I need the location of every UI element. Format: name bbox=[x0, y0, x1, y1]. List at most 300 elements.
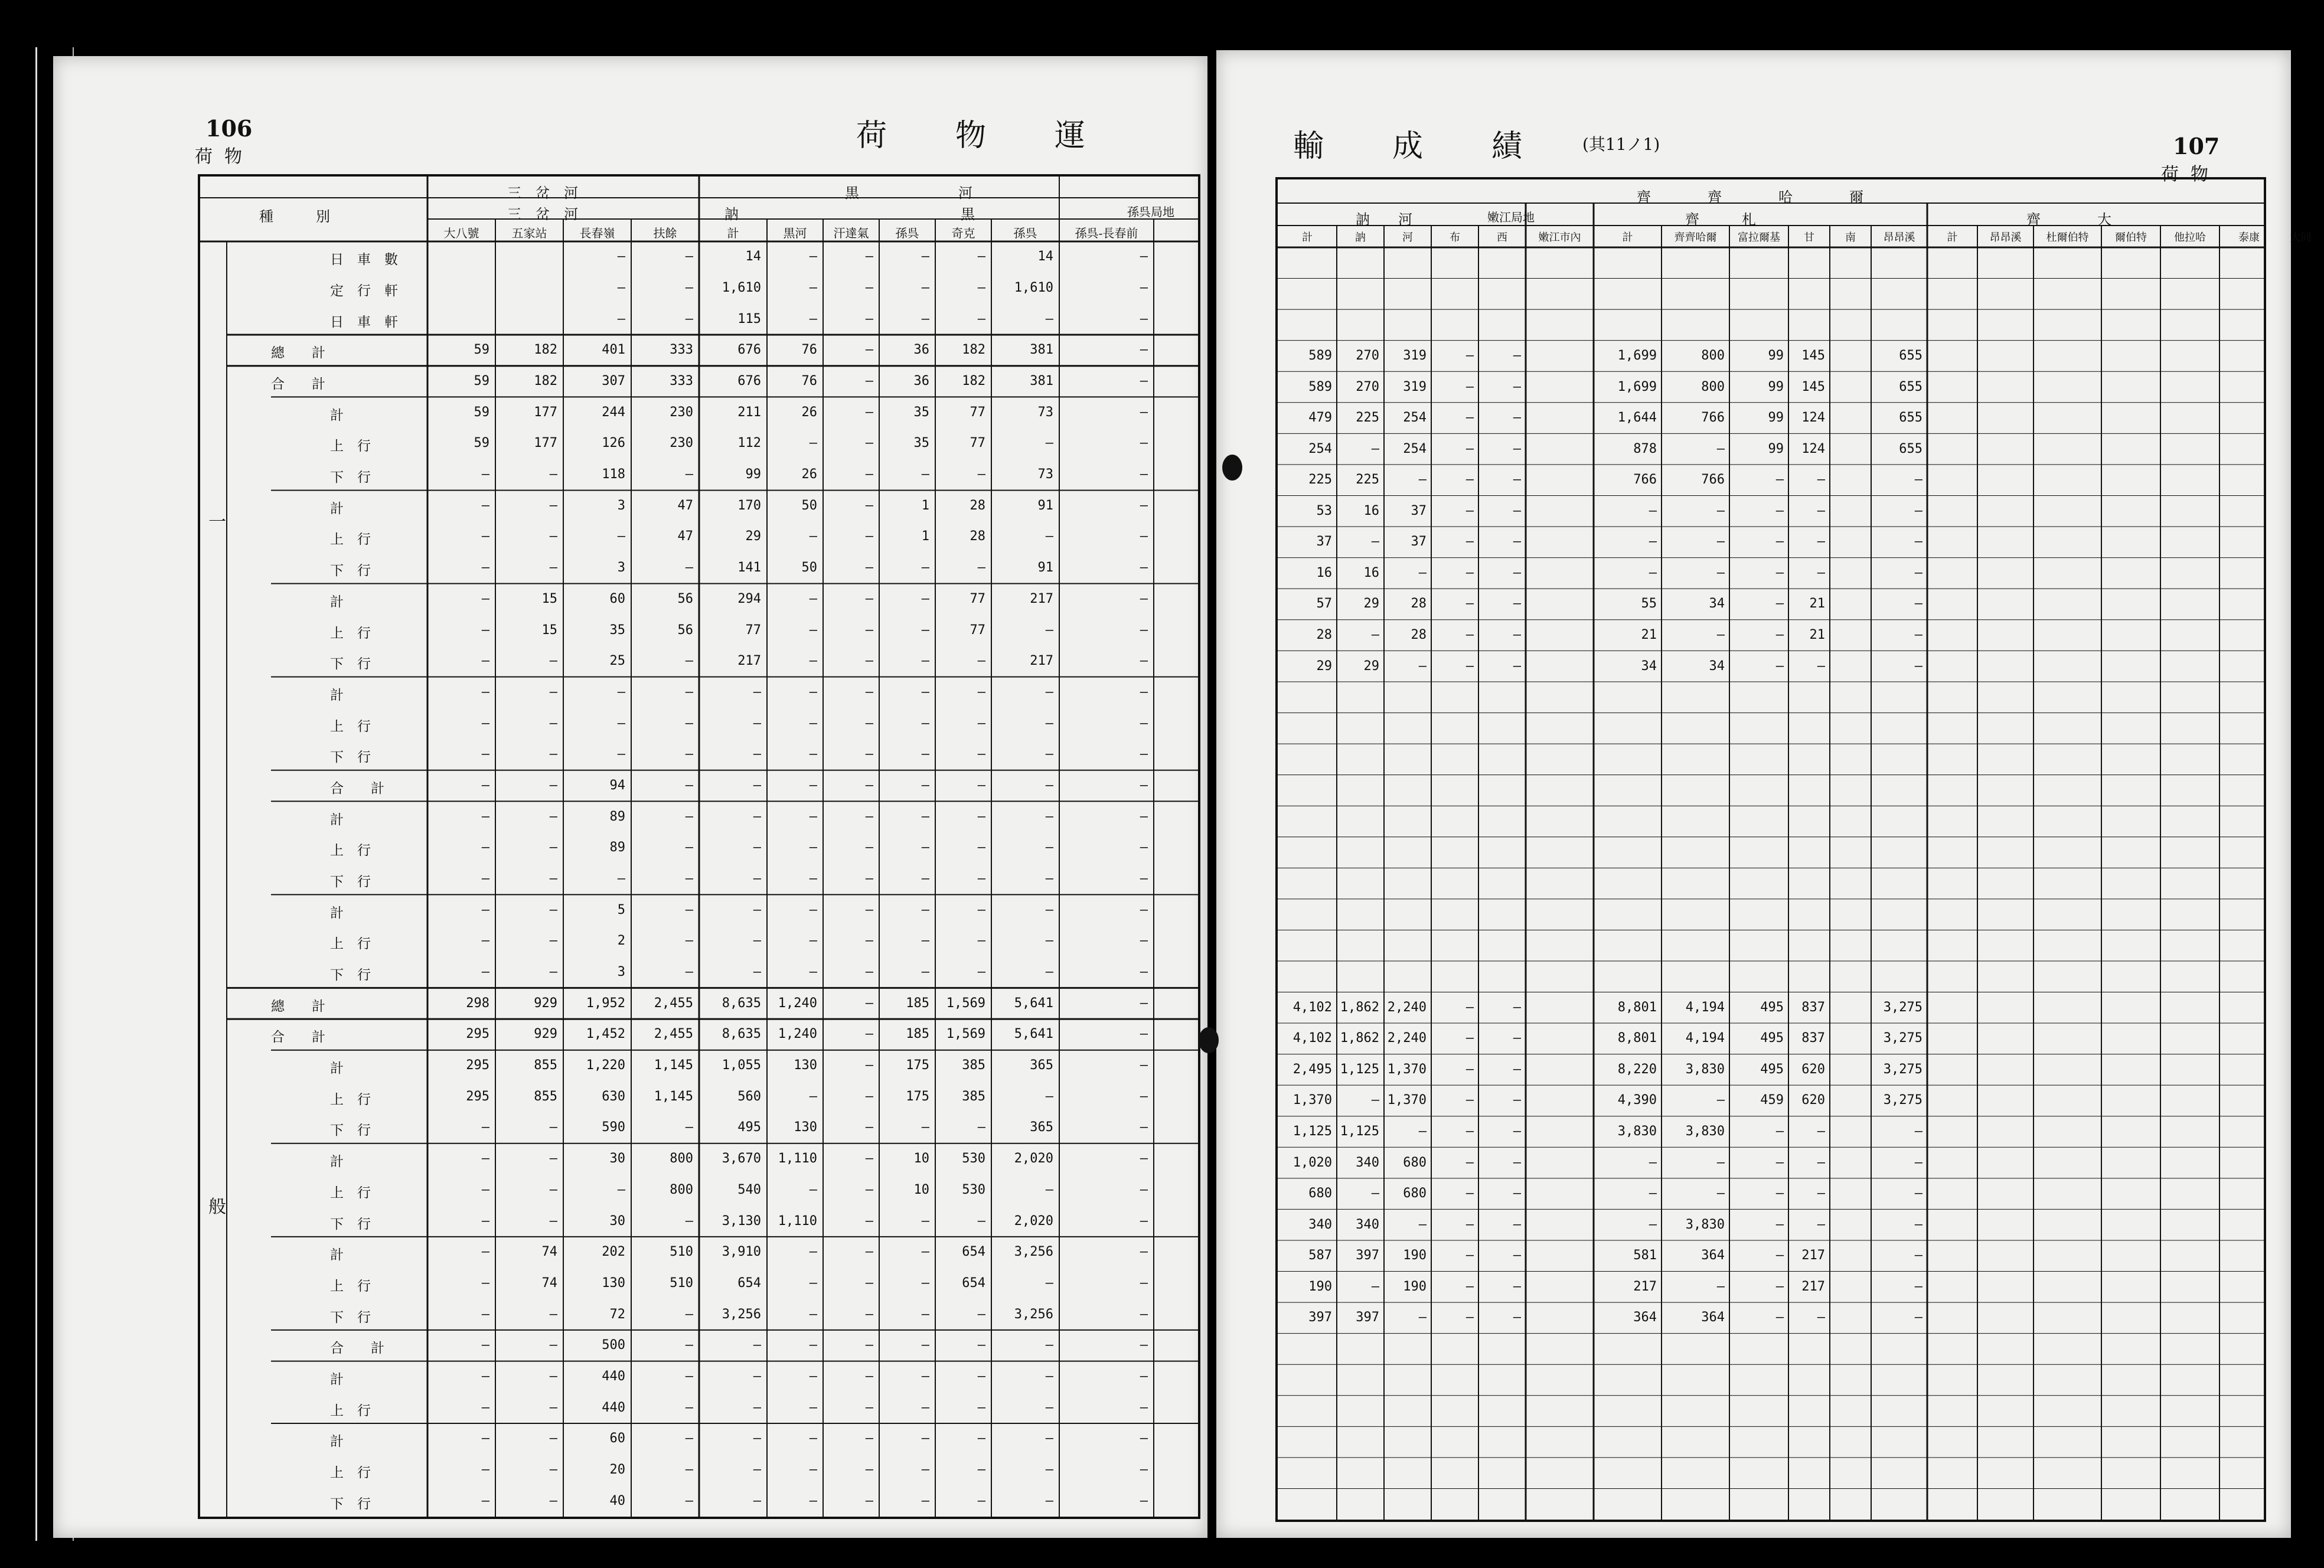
table-cell: 340 bbox=[1356, 1155, 1379, 1170]
table-cell: — bbox=[1775, 1217, 1784, 1232]
table-cell: — bbox=[865, 1400, 873, 1415]
table-cell: — bbox=[1513, 1279, 1521, 1294]
row-label: 下 行 bbox=[330, 750, 371, 766]
table-cell: — bbox=[1140, 902, 1148, 917]
table-cell: — bbox=[481, 809, 489, 824]
table-cell: — bbox=[1513, 596, 1521, 612]
table-cell: 837 bbox=[1801, 1031, 1825, 1046]
table-cell: 73 bbox=[1037, 467, 1053, 482]
table-cell: — bbox=[809, 1462, 817, 1477]
table-cell: — bbox=[685, 871, 693, 886]
table-cell: 929 bbox=[534, 995, 557, 1011]
table-cell: — bbox=[549, 747, 557, 762]
table-cell: 479 bbox=[1308, 410, 1332, 426]
column-header: 昂昂溪 bbox=[1989, 231, 2022, 244]
table-cell: 30 bbox=[609, 1213, 625, 1229]
table-cell: 655 bbox=[1899, 410, 1922, 426]
table-cell: 60 bbox=[609, 591, 625, 606]
table-cell: — bbox=[1914, 534, 1922, 550]
table-cell: 254 bbox=[1403, 410, 1427, 426]
table-cell: — bbox=[1140, 1493, 1148, 1508]
table-cell: 2,240 bbox=[1387, 999, 1427, 1015]
table-cell: 182 bbox=[962, 342, 985, 358]
table-cell: 510 bbox=[670, 1275, 693, 1291]
table-cell: — bbox=[481, 529, 489, 544]
table-cell: — bbox=[1045, 840, 1053, 855]
table-cell: — bbox=[1716, 534, 1725, 550]
table-cell: 185 bbox=[906, 995, 929, 1011]
table-cell: 1,644 bbox=[1617, 410, 1657, 426]
table-cell: — bbox=[865, 342, 873, 358]
table-cell: 177 bbox=[534, 404, 557, 420]
table-cell: 1,020 bbox=[1292, 1155, 1332, 1170]
table-cell: 112 bbox=[737, 436, 761, 451]
table-cell: — bbox=[1045, 529, 1053, 544]
table-cell: — bbox=[1513, 348, 1521, 363]
table-cell: — bbox=[1513, 441, 1521, 456]
table-cell: — bbox=[865, 622, 873, 638]
column-header: 泰康 bbox=[2238, 231, 2260, 244]
table-cell: — bbox=[921, 809, 929, 824]
table-cell: — bbox=[1465, 1031, 1474, 1046]
row-label: 計 bbox=[330, 812, 344, 828]
table-cell: 202 bbox=[602, 1244, 625, 1260]
table-cell: 800 bbox=[1701, 348, 1725, 363]
table-cell: — bbox=[1716, 628, 1725, 642]
page-title-right: 輸 成 績 bbox=[1293, 129, 1525, 164]
table-cell: 4,390 bbox=[1617, 1093, 1657, 1108]
table-cell: 8,801 bbox=[1617, 999, 1657, 1015]
table-cell: — bbox=[1418, 565, 1427, 580]
table-cell: — bbox=[1045, 1431, 1053, 1446]
table-cell: — bbox=[753, 871, 761, 886]
table-cell: — bbox=[1513, 628, 1521, 642]
table-cell: 1,110 bbox=[778, 1151, 817, 1167]
table-cell: — bbox=[753, 902, 761, 917]
table-cell: 1,240 bbox=[778, 995, 817, 1011]
table-cell: — bbox=[921, 622, 929, 638]
table-cell: 94 bbox=[609, 778, 625, 793]
table-cell: — bbox=[1045, 778, 1053, 793]
table-cell: — bbox=[1513, 1061, 1521, 1077]
table-cell: 3,670 bbox=[722, 1151, 761, 1167]
table-cell: 655 bbox=[1899, 379, 1922, 394]
table-cell: 99 bbox=[1768, 379, 1784, 394]
table-cell: 459 bbox=[1760, 1093, 1784, 1108]
table-cell: 766 bbox=[1701, 472, 1725, 488]
table-cell: — bbox=[1140, 1462, 1148, 1477]
table-cell: 16 bbox=[1316, 565, 1332, 580]
table-cell: 1,862 bbox=[1340, 999, 1379, 1015]
table-cell: — bbox=[921, 1462, 929, 1477]
row-label: 上 行 bbox=[330, 843, 371, 859]
table-cell: — bbox=[921, 871, 929, 886]
table-cell: — bbox=[809, 591, 817, 606]
table-cell: 294 bbox=[737, 591, 761, 606]
table-cell: 878 bbox=[1633, 441, 1657, 456]
table-cell: 230 bbox=[670, 404, 693, 420]
table-cell: — bbox=[865, 591, 873, 606]
table-cell: 72 bbox=[609, 1306, 625, 1322]
table-cell: — bbox=[921, 1431, 929, 1446]
table-cell: — bbox=[977, 933, 985, 949]
table-cell: 5 bbox=[617, 902, 625, 917]
table-cell: — bbox=[977, 1120, 985, 1135]
table-cell: — bbox=[1140, 1275, 1148, 1291]
table-cell: — bbox=[685, 1400, 693, 1415]
table-cell: 495 bbox=[1760, 1031, 1784, 1046]
table-cell: — bbox=[549, 1182, 557, 1197]
table-cell: 14 bbox=[1037, 249, 1053, 264]
table-cell: 581 bbox=[1633, 1248, 1657, 1263]
table-cell: — bbox=[1716, 565, 1725, 580]
table-cell: — bbox=[753, 778, 761, 793]
table-cell: — bbox=[1465, 379, 1474, 394]
table-cell: — bbox=[1465, 1248, 1474, 1263]
table-cell: 655 bbox=[1899, 348, 1922, 363]
table-cell: 680 bbox=[1403, 1186, 1427, 1201]
table-cell: — bbox=[481, 747, 489, 762]
table-cell: 91 bbox=[1037, 560, 1053, 576]
table-cell: — bbox=[685, 1368, 693, 1384]
table-cell: — bbox=[1045, 965, 1053, 980]
table-cell: — bbox=[1914, 1248, 1922, 1263]
table-cell: 766 bbox=[1633, 472, 1657, 488]
table-cell: — bbox=[1716, 1186, 1725, 1201]
row-label: 上 行 bbox=[330, 1278, 371, 1294]
table-cell: — bbox=[865, 871, 873, 886]
row-label: 日 車 數 bbox=[330, 252, 398, 268]
table-cell: — bbox=[977, 1338, 985, 1353]
row-label: 上 行 bbox=[330, 1403, 371, 1419]
table-cell: 8,220 bbox=[1617, 1061, 1657, 1077]
table-cell: 589 bbox=[1308, 379, 1332, 394]
table-cell: — bbox=[753, 1368, 761, 1384]
table-cell: 225 bbox=[1308, 472, 1332, 488]
page-category: 荷物 bbox=[195, 146, 254, 167]
table-cell: 766 bbox=[1701, 410, 1725, 426]
table-cell: — bbox=[617, 280, 625, 296]
table-cell: — bbox=[1513, 565, 1521, 580]
column-header: 富拉爾基 bbox=[1738, 231, 1780, 244]
table-cell: 141 bbox=[737, 560, 761, 576]
table-cell: — bbox=[1140, 311, 1148, 326]
table-cell: — bbox=[1418, 1123, 1427, 1139]
table-cell: — bbox=[809, 965, 817, 980]
table-cell: — bbox=[1513, 1031, 1521, 1046]
table-cell: — bbox=[685, 1213, 693, 1229]
table-cell: — bbox=[685, 1338, 693, 1353]
table-cell: — bbox=[1140, 1431, 1148, 1446]
binding-hole-upper bbox=[1222, 455, 1242, 481]
table-cell: — bbox=[865, 1244, 873, 1260]
table-cell: — bbox=[1140, 404, 1148, 420]
row-label: 日 車 軒 bbox=[330, 314, 398, 330]
table-cell: — bbox=[865, 249, 873, 264]
table-cell: 76 bbox=[801, 374, 817, 389]
column-header: 大同 bbox=[2290, 231, 2312, 244]
table-cell: — bbox=[977, 467, 985, 482]
table-cell: — bbox=[1465, 1217, 1474, 1232]
table-cell: 654 bbox=[962, 1275, 985, 1291]
table-cell: — bbox=[977, 1462, 985, 1477]
table-cell: 2 bbox=[617, 933, 625, 949]
table-cell: — bbox=[865, 1027, 873, 1042]
table-cell: — bbox=[481, 1275, 489, 1291]
table-cell: 217 bbox=[1633, 1279, 1657, 1294]
table-cell: — bbox=[1140, 1089, 1148, 1104]
table-cell: — bbox=[1465, 658, 1474, 674]
table-cell: 145 bbox=[1801, 348, 1825, 363]
table-cell: — bbox=[1045, 747, 1053, 762]
column-header: 他拉哈 bbox=[2174, 231, 2206, 244]
table-cell: — bbox=[1465, 1310, 1474, 1325]
table-cell: — bbox=[1140, 1120, 1148, 1135]
table-cell: — bbox=[685, 902, 693, 917]
table-cell: — bbox=[1045, 1462, 1053, 1477]
table-cell: 1,145 bbox=[654, 1058, 693, 1073]
table-cell: — bbox=[1513, 534, 1521, 550]
table-cell: — bbox=[1140, 1027, 1148, 1042]
row-label: 上 行 bbox=[330, 936, 371, 952]
table-cell: — bbox=[977, 716, 985, 731]
table-cell: — bbox=[1775, 1310, 1784, 1325]
table-cell: — bbox=[617, 1182, 625, 1197]
table-cell: 397 bbox=[1356, 1248, 1379, 1263]
table-cell: 91 bbox=[1037, 498, 1053, 513]
table-cell: 1,125 bbox=[1340, 1123, 1379, 1139]
left-col-label-2: 般 bbox=[208, 1197, 226, 1217]
table-cell: 10 bbox=[913, 1151, 929, 1167]
table-cell: — bbox=[1140, 840, 1148, 855]
table-cell: — bbox=[549, 1120, 557, 1135]
table-cell: 589 bbox=[1308, 348, 1332, 363]
table-cell: 29 bbox=[1316, 658, 1332, 674]
table-cell: — bbox=[1649, 1186, 1657, 1201]
table-cell: — bbox=[549, 654, 557, 669]
table-cell: 21 bbox=[1809, 628, 1825, 642]
header-sub-dazhai: 齊 大 bbox=[2026, 211, 2111, 228]
table-cell: — bbox=[481, 1493, 489, 1508]
table-cell: — bbox=[1140, 1306, 1148, 1322]
table-cell: — bbox=[809, 747, 817, 762]
table-cell: — bbox=[809, 1244, 817, 1260]
table-cell: 99 bbox=[1768, 348, 1784, 363]
table-cell: — bbox=[809, 654, 817, 669]
table-cell: 40 bbox=[609, 1493, 625, 1508]
table-cell: 3,830 bbox=[1685, 1123, 1725, 1139]
table-cell: — bbox=[549, 529, 557, 544]
table-cell: 4,194 bbox=[1685, 999, 1725, 1015]
table-cell: — bbox=[549, 809, 557, 824]
table-cell: 26 bbox=[801, 467, 817, 482]
table-cell: 319 bbox=[1403, 379, 1427, 394]
table-cell: — bbox=[921, 280, 929, 296]
table-cell: — bbox=[1775, 596, 1784, 612]
table-cell: — bbox=[1716, 441, 1725, 456]
table-cell: 495 bbox=[1760, 1061, 1784, 1077]
table-cell: 190 bbox=[1403, 1248, 1427, 1263]
table-cell: 495 bbox=[737, 1120, 761, 1135]
table-cell: — bbox=[865, 1213, 873, 1229]
table-cell: 30 bbox=[609, 1151, 625, 1167]
table-cell: 680 bbox=[1403, 1155, 1427, 1170]
table-cell: — bbox=[921, 1120, 929, 1135]
table-cell: — bbox=[1649, 1217, 1657, 1232]
table-cell: — bbox=[481, 591, 489, 606]
binding-hole-lower bbox=[1199, 1027, 1219, 1053]
table-cell: — bbox=[685, 467, 693, 482]
table-cell: 126 bbox=[602, 436, 625, 451]
column-header: 甘 bbox=[1804, 231, 1814, 244]
table-cell: — bbox=[1775, 628, 1784, 642]
table-cell: — bbox=[977, 1306, 985, 1322]
table-cell: — bbox=[1140, 995, 1148, 1011]
column-header: 布 bbox=[1450, 231, 1460, 244]
table-cell: 1,055 bbox=[722, 1058, 761, 1073]
column-header: 孫呉-長春前 bbox=[1075, 226, 1138, 240]
table-cell: 401 bbox=[602, 342, 625, 358]
header-sub-local: 嫩江局地 bbox=[1487, 210, 1535, 224]
table-cell: — bbox=[865, 1338, 873, 1353]
row-label: 計 bbox=[330, 1154, 344, 1170]
column-header: 西 bbox=[1497, 231, 1507, 244]
table-cell: — bbox=[1914, 565, 1922, 580]
row-label: 合 計 bbox=[330, 780, 384, 796]
table-cell: 2,240 bbox=[1387, 1031, 1427, 1046]
table-cell: 29 bbox=[745, 529, 761, 544]
table-cell: — bbox=[1140, 684, 1148, 700]
table-cell: — bbox=[1140, 622, 1148, 638]
table-cell: — bbox=[809, 809, 817, 824]
table-cell: 225 bbox=[1356, 472, 1379, 488]
table-cell: 37 bbox=[1316, 534, 1332, 550]
table-cell: 28 bbox=[970, 529, 985, 544]
table-cell: 1,125 bbox=[1340, 1061, 1379, 1077]
table-cell: 5,641 bbox=[1014, 1027, 1053, 1042]
table-cell: — bbox=[481, 1431, 489, 1446]
table-cell: 4,102 bbox=[1292, 1031, 1332, 1046]
table-cell: 680 bbox=[1308, 1186, 1332, 1201]
table-cell: — bbox=[921, 1244, 929, 1260]
table-cell: 55 bbox=[1641, 596, 1657, 612]
table-cell: 500 bbox=[602, 1338, 625, 1353]
row-label: 計 bbox=[330, 501, 344, 517]
table-cell: 3,130 bbox=[722, 1213, 761, 1229]
table-cell: — bbox=[1371, 441, 1379, 456]
table-cell: — bbox=[865, 1368, 873, 1384]
table-cell: 60 bbox=[609, 1431, 625, 1446]
table-cell: 530 bbox=[962, 1151, 985, 1167]
table-cell: 53 bbox=[1316, 503, 1332, 518]
table-cell: — bbox=[1140, 654, 1148, 669]
table-cell: — bbox=[809, 1275, 817, 1291]
table-cell: — bbox=[685, 1120, 693, 1135]
column-header: 齊齊哈爾 bbox=[1674, 231, 1717, 244]
header-group-sanchahe: 三 岔 河 bbox=[507, 185, 578, 201]
table-cell: — bbox=[1045, 1400, 1053, 1415]
table-cell: — bbox=[809, 529, 817, 544]
table-cell: 124 bbox=[1801, 441, 1825, 456]
table-cell: — bbox=[1513, 472, 1521, 488]
table-cell: — bbox=[1513, 379, 1521, 394]
table-cell: — bbox=[1465, 628, 1474, 642]
table-cell: — bbox=[549, 1368, 557, 1384]
row-label: 上 行 bbox=[330, 532, 371, 548]
table-cell: — bbox=[1716, 1093, 1725, 1108]
table-cell: — bbox=[1465, 565, 1474, 580]
table-cell: — bbox=[1140, 871, 1148, 886]
table-cell: 1,452 bbox=[586, 1027, 625, 1042]
table-cell: 1,699 bbox=[1617, 379, 1657, 394]
table-cell: — bbox=[977, 1493, 985, 1508]
column-header: 嫩江市內 bbox=[1538, 231, 1581, 244]
table-cell: 59 bbox=[474, 342, 489, 358]
table-cell: 28 bbox=[1411, 596, 1427, 612]
table-cell: 397 bbox=[1356, 1310, 1379, 1325]
table-cell: — bbox=[1045, 1493, 1053, 1508]
row-label: 定 行 軒 bbox=[330, 283, 398, 299]
table-cell: 800 bbox=[670, 1151, 693, 1167]
table-cell: 381 bbox=[1030, 342, 1053, 358]
table-cell: — bbox=[865, 1058, 873, 1073]
table-cell: — bbox=[1914, 628, 1922, 642]
table-cell: — bbox=[1716, 1279, 1725, 1294]
table-cell: — bbox=[753, 1400, 761, 1415]
table-cell: — bbox=[865, 1462, 873, 1477]
table-cell: — bbox=[921, 684, 929, 700]
page-subtitle: (其11ノ1) bbox=[1582, 135, 1660, 154]
table-cell: — bbox=[1513, 1155, 1521, 1170]
table-cell: — bbox=[481, 1244, 489, 1260]
table-cell: — bbox=[1817, 472, 1825, 488]
header-kind: 種 別 bbox=[259, 208, 330, 225]
table-cell: — bbox=[1045, 1368, 1053, 1384]
table-cell: — bbox=[977, 280, 985, 296]
table-cell: — bbox=[617, 249, 625, 264]
table-cell: — bbox=[865, 1120, 873, 1135]
table-cell: 190 bbox=[1403, 1279, 1427, 1294]
table-cell: — bbox=[977, 778, 985, 793]
table-cell: — bbox=[549, 840, 557, 855]
table-cell: 397 bbox=[1308, 1310, 1332, 1325]
table-cell: — bbox=[481, 1368, 489, 1384]
table-cell: 8,635 bbox=[722, 995, 761, 1011]
table-cell: 74 bbox=[541, 1275, 557, 1291]
table-cell: 364 bbox=[1701, 1248, 1725, 1263]
table-cell: — bbox=[1513, 1093, 1521, 1108]
table-cell: — bbox=[809, 249, 817, 264]
table-cell: 28 bbox=[970, 498, 985, 513]
table-cell: 1,699 bbox=[1617, 348, 1657, 363]
table-cell: 295 bbox=[466, 1058, 489, 1073]
table-cell: 365 bbox=[1030, 1058, 1053, 1073]
table-cell: — bbox=[1465, 1279, 1474, 1294]
table-cell: 837 bbox=[1801, 999, 1825, 1015]
column-header: 奇克 bbox=[951, 226, 975, 240]
row-label: 上 行 bbox=[330, 1465, 371, 1481]
table-cell: 15 bbox=[541, 591, 557, 606]
table-cell: — bbox=[921, 1213, 929, 1229]
table-cell: 654 bbox=[962, 1244, 985, 1260]
table-cell: — bbox=[865, 280, 873, 296]
table-cell: — bbox=[481, 1462, 489, 1477]
row-label: 下 行 bbox=[330, 1123, 371, 1139]
table-cell: — bbox=[1465, 1155, 1474, 1170]
table-cell: 540 bbox=[737, 1182, 761, 1197]
table-cell: 118 bbox=[602, 467, 625, 482]
table-cell: — bbox=[1140, 498, 1148, 513]
